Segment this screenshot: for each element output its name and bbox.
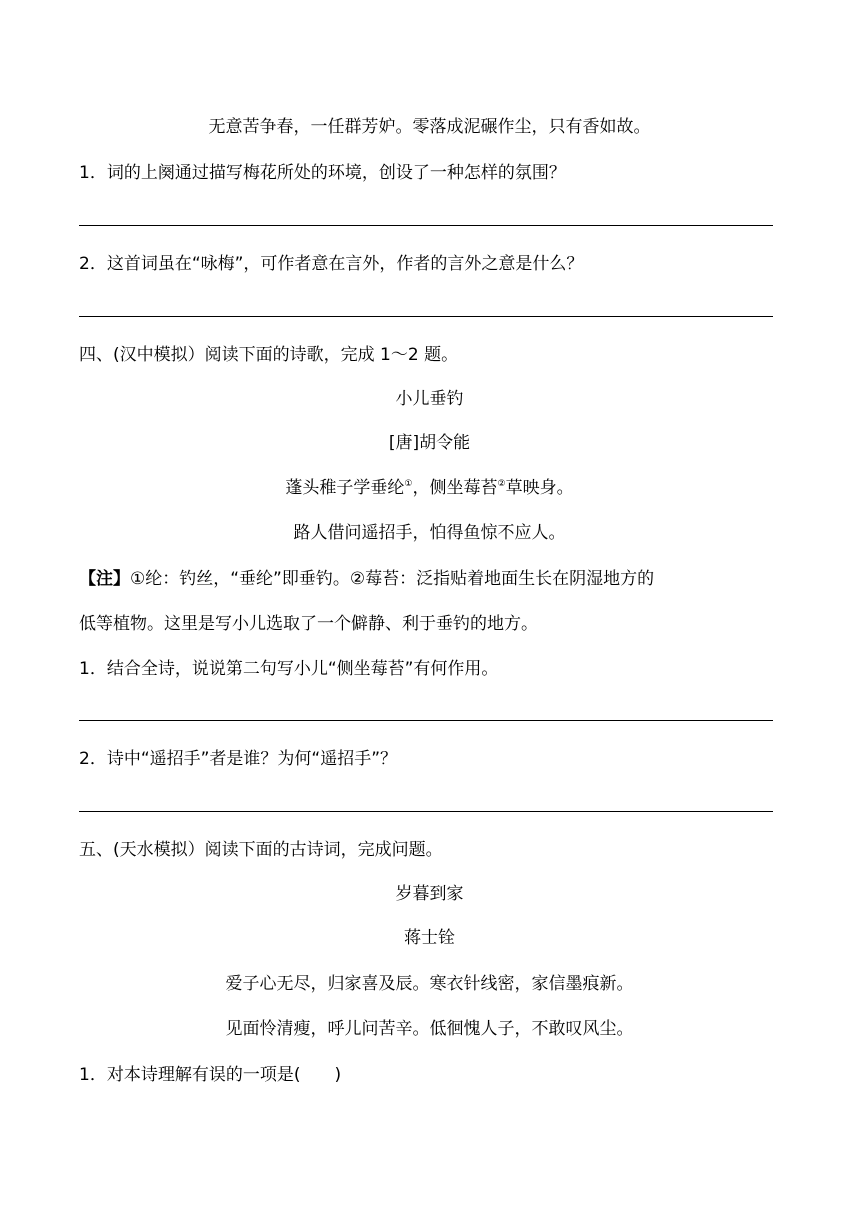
poem-line-1 [79,476,780,500]
annotation-text-1: ①纶：钓丝，“垂纶”即垂钓。②莓苔：泛指贴着地面生长在阴湿地方的 [130,569,655,589]
footnote-marker-2: ② [497,479,506,489]
poem-line-2: 见面怜清瘦，呼儿问苦辛。低徊愧人子，不敢叹风尘。 [225,1019,634,1039]
poem-line-1-part-a: 蓬头稚子学垂纶 [285,478,405,498]
answer-line[interactable] [79,225,773,226]
poem-author: 蒋士铨 [404,928,455,948]
footnote-marker-1: ① [404,479,413,489]
section4-question-1: 1．结合全诗，说说第二句写小儿“侧坐莓苔”有何作用。 [79,659,499,679]
annotation-line-2: 低等植物。这里是写小儿选取了一个僻静、利于垂钓的地方。 [79,614,538,634]
section4-heading: 四、(汉中模拟）阅读下面的诗歌，完成 1～2 题。 [79,345,459,365]
poem-line-1-part-c: 草映身。 [505,478,574,498]
answer-line[interactable] [79,316,773,317]
poem-line-1: 爱子心无尽，归家喜及辰。寒衣针线密，家信墨痕新。 [225,974,634,994]
poem-title: 岁暮到家 [395,884,464,904]
poem-line-1-part-b: ，侧坐莓苔 [412,478,498,498]
section5-question-1: 1．对本诗理解有误的一项是( ) [79,1065,342,1085]
section3-question-2: 2．这首词虽在“咏梅”，可作者意在言外，作者的言外之意是什么？ [79,254,584,274]
annotation-label: 【注】 [79,569,130,589]
poem-closing-line: 无意苦争春，一任群芳妒。零落成泥碾作尘，只有香如故。 [208,117,651,137]
annotation-line-1 [79,567,780,591]
section3-question-1: 1．词的上阕通过描写梅花所处的环境，创设了一种怎样的氛围？ [79,163,566,183]
section4-question-2: 2．诗中“遥招手”者是谁？为何“遥招手”？ [79,749,398,769]
answer-line[interactable] [79,811,773,812]
poem-author: [唐]胡令能 [388,433,471,453]
poem-line-2: 路人借问遥招手，怕得鱼惊不应人。 [293,523,566,543]
answer-line[interactable] [79,720,773,721]
poem-title: 小儿垂钓 [395,389,464,409]
section5-heading: 五、(天水模拟）阅读下面的古诗词，完成问题。 [79,840,443,860]
